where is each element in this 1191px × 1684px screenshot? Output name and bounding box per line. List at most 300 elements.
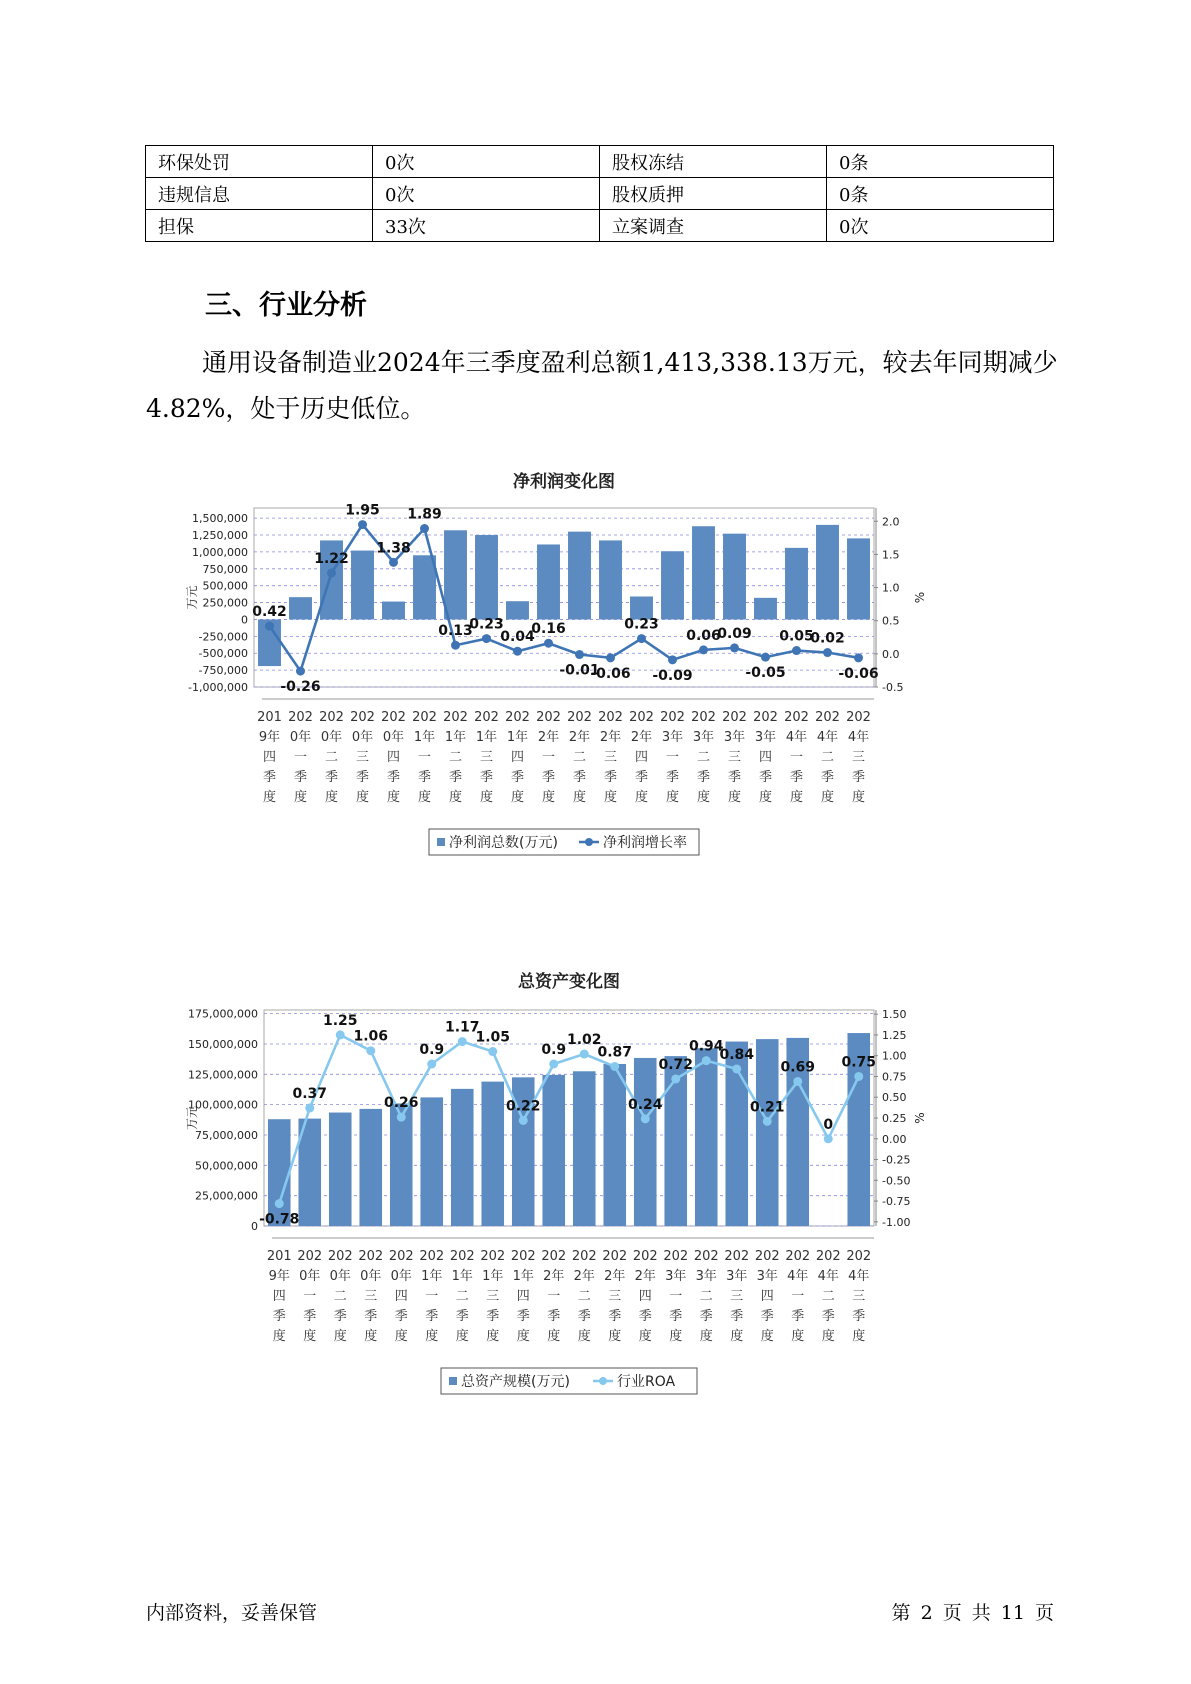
x-tick-label: 1年 (506, 730, 529, 745)
x-tick-label: 季 (572, 770, 587, 785)
x-tick-label: 度 (455, 1329, 469, 1344)
y2-tick-label: 1.25 (882, 1028, 907, 1042)
x-tick-label: 一 (665, 750, 680, 765)
line-point (296, 667, 305, 676)
x-tick-label: 度 (791, 1329, 805, 1344)
y-tick-label: 175,000,000 (188, 1007, 258, 1021)
x-tick-label: 度 (699, 1329, 713, 1344)
bar (413, 555, 436, 619)
bar (451, 1089, 474, 1226)
data-label: 0.13 (438, 623, 473, 640)
x-tick-label: 2年 (634, 1269, 656, 1284)
x-tick-label: 三 (608, 1289, 622, 1304)
x-tick-label: 1年 (475, 730, 498, 745)
y-tick-label: -1,000,000 (188, 681, 248, 694)
x-tick-label: 2年 (630, 730, 653, 745)
x-tick-label: 0年 (382, 730, 405, 745)
line-point (730, 643, 739, 652)
x-tick-label: 四 (760, 1289, 774, 1304)
x-tick-label: 202 (571, 1249, 597, 1264)
x-tick-label: 三 (479, 750, 494, 765)
x-tick-label: 二 (324, 750, 339, 765)
line-point (637, 634, 646, 643)
x-tick-label: 季 (603, 770, 618, 785)
y-tick-label: 0 (241, 613, 248, 627)
bar (661, 551, 684, 619)
x-tick-label: 202 (474, 710, 499, 725)
x-tick-label: 季 (486, 1309, 500, 1324)
data-label: 1.22 (314, 550, 349, 567)
bar (444, 530, 467, 619)
y2-tick-label: 0.25 (882, 1112, 907, 1125)
x-tick-label: 季 (760, 1309, 774, 1324)
x-tick-label: 二 (821, 1289, 835, 1304)
line-point (427, 1060, 436, 1069)
data-label: -0.01 (559, 662, 600, 679)
x-tick-label: 2年 (599, 730, 622, 745)
x-tick-label: 季 (293, 770, 308, 785)
x-tick-label: 季 (820, 770, 835, 785)
y2-tick-label: 1.0 (882, 581, 900, 595)
y-axis-title: 万元 (185, 585, 199, 610)
line-point (482, 634, 491, 643)
x-tick-label: 202 (693, 1249, 719, 1264)
x-tick-label: 202 (381, 710, 406, 725)
x-tick-label: 二 (696, 750, 711, 765)
line-point (458, 1037, 467, 1046)
x-tick-label: 度 (851, 790, 866, 805)
x-tick-label: 202 (629, 710, 654, 725)
data-label: -0.09 (652, 667, 693, 684)
data-label: 1.25 (322, 1012, 358, 1029)
data-label: 1.38 (376, 540, 411, 557)
x-tick-label: 202 (815, 710, 840, 725)
x-tick-label: 度 (730, 1329, 744, 1344)
y2-tick-label: -0.25 (882, 1153, 911, 1167)
data-label: 0.04 (500, 629, 535, 646)
x-tick-label: 三 (355, 750, 370, 765)
bar (289, 597, 312, 619)
x-tick-label: 季 (852, 1309, 866, 1324)
x-tick-label: 季 (727, 770, 742, 785)
x-tick-label: 度 (634, 790, 649, 805)
y2-tick-label: 1.50 (882, 1008, 907, 1022)
x-tick-label: 度 (727, 790, 742, 805)
x-tick-label: 季 (455, 1309, 469, 1324)
x-tick-label: 季 (262, 770, 277, 785)
x-tick-label: 1年 (413, 730, 436, 745)
line-point (451, 641, 460, 650)
line-point (305, 1104, 314, 1113)
y-tick-label: 0 (251, 1220, 258, 1233)
x-tick-label: 度 (394, 1329, 408, 1344)
legend-label: 总资产规模(万元) (461, 1374, 570, 1390)
x-tick-label: 季 (577, 1309, 591, 1324)
bar (599, 540, 622, 619)
x-tick-label: 季 (789, 770, 804, 785)
y2-tick-label: 1.00 (882, 1049, 907, 1063)
x-tick-label: 202 (443, 710, 468, 725)
x-tick-label: 一 (789, 750, 804, 765)
y-tick-label: -250,000 (198, 630, 248, 644)
data-label: 1.05 (475, 1029, 511, 1046)
x-tick-label: 度 (758, 790, 773, 805)
data-label: 0.9 (541, 1042, 567, 1058)
x-tick-label: 9年 (258, 730, 281, 745)
x-tick-label: 0年 (360, 1269, 382, 1284)
bar (603, 1064, 626, 1226)
x-tick-label: 二 (577, 1289, 591, 1304)
x-tick-label: 一 (293, 750, 308, 765)
y-tick-label: 50,000,000 (195, 1159, 258, 1173)
x-tick-label: 度 (603, 790, 618, 805)
x-tick-label: 四 (272, 1289, 286, 1304)
x-tick-label: 度 (333, 1329, 347, 1344)
line-point (397, 1113, 406, 1122)
industry-paragraph: 通用设备制造业2024年三季度盈利总额1,413,338.13万元，较去年同期减少4.82%，处于历史低位。 (146, 348, 1058, 423)
x-tick-label: 季 (608, 1309, 622, 1324)
data-label: 1.17 (444, 1019, 480, 1036)
x-tick-label: 度 (638, 1329, 652, 1344)
x-tick-label: 季 (355, 770, 370, 785)
x-tick-label: 一 (669, 1289, 683, 1304)
line-point (544, 639, 553, 648)
x-tick-label: 度 (547, 1329, 561, 1344)
x-tick-label: 二 (699, 1289, 713, 1304)
x-tick-label: 三 (851, 750, 866, 765)
x-tick-label: 2年 (568, 730, 591, 745)
x-tick-label: 1年 (444, 730, 467, 745)
legend-label: 净利润增长率 (603, 835, 687, 851)
y2-tick-label: 1.5 (882, 548, 900, 562)
x-tick-label: 0年 (351, 730, 374, 745)
bar (756, 1039, 779, 1226)
x-tick-label: 二 (572, 750, 587, 765)
x-tick-label: 202 (784, 710, 809, 725)
x-tick-label: 202 (754, 1249, 780, 1264)
y-tick-label: 75,000,000 (195, 1128, 258, 1142)
x-tick-label: 季 (541, 770, 556, 785)
table-cell: 股权质押 (600, 178, 827, 210)
x-tick-label: 202 (358, 1249, 384, 1264)
x-tick-label: 202 (505, 710, 530, 725)
x-tick-label: 202 (598, 710, 623, 725)
x-tick-label: 度 (425, 1329, 439, 1344)
chart-title: 净利润变化图 (513, 472, 615, 492)
data-label: -0.06 (838, 665, 879, 682)
line-point (488, 1047, 497, 1056)
x-tick-label: 度 (510, 790, 525, 805)
bar (573, 1071, 596, 1226)
x-tick-label: 4年 (817, 1269, 839, 1284)
y2-axis-title: % (913, 591, 927, 604)
section-title: 三、行业分析 (205, 290, 367, 321)
x-tick-label: 一 (791, 1289, 805, 1304)
x-tick-label: 度 (272, 1329, 286, 1344)
line-point (699, 645, 708, 654)
bar (542, 1075, 565, 1226)
x-tick-label: 季 (303, 1309, 317, 1324)
data-label: 0.37 (292, 1086, 328, 1103)
table-cell: 0次 (373, 146, 600, 178)
y-tick-label: 150,000,000 (188, 1037, 258, 1051)
data-label: 0.23 (624, 616, 659, 633)
data-label: 0.06 (686, 627, 721, 644)
x-tick-label: 0年 (390, 1269, 412, 1284)
x-tick-label: 3年 (723, 730, 746, 745)
x-tick-label: 202 (288, 710, 313, 725)
x-tick-label: 二 (455, 1289, 469, 1304)
x-tick-label: 201 (257, 710, 282, 725)
x-tick-label: 0年 (299, 1269, 321, 1284)
x-tick-label: 2年 (537, 730, 560, 745)
bar (351, 551, 374, 620)
line-point (854, 1072, 863, 1081)
x-tick-label: 202 (724, 1249, 750, 1264)
x-tick-label: 度 (448, 790, 463, 805)
x-tick-label: 度 (417, 790, 432, 805)
bar (695, 1048, 718, 1226)
x-tick-label: 202 (691, 710, 716, 725)
x-tick-label: 度 (696, 790, 711, 805)
x-tick-label: 四 (510, 750, 525, 765)
x-tick-label: 度 (486, 1329, 500, 1344)
y-tick-label: -500,000 (198, 647, 248, 661)
x-tick-label: 度 (479, 790, 494, 805)
x-tick-label: 季 (425, 1309, 439, 1324)
data-label: -0.05 (745, 665, 786, 682)
x-tick-label: 季 (417, 770, 432, 785)
data-label: 1.06 (353, 1028, 389, 1045)
x-tick-label: 4年 (787, 1269, 809, 1284)
legend-line-marker (585, 838, 593, 846)
x-tick-label: 202 (663, 1249, 689, 1264)
line-point (420, 524, 429, 533)
x-tick-label: 202 (510, 1249, 536, 1264)
x-tick-label: 季 (272, 1309, 286, 1324)
x-tick-label: 度 (303, 1329, 317, 1344)
x-tick-label: 3年 (754, 730, 777, 745)
legend-line-marker (599, 1377, 607, 1385)
x-tick-label: 1年 (512, 1269, 534, 1284)
x-tick-label: 202 (660, 710, 685, 725)
total-assets-chart (180, 955, 1040, 1415)
x-tick-label: 季 (386, 770, 401, 785)
y-tick-label: -750,000 (198, 664, 248, 678)
x-tick-label: 度 (541, 790, 556, 805)
bar (537, 544, 560, 619)
line-point (732, 1064, 741, 1073)
x-tick-label: 一 (547, 1289, 561, 1304)
x-tick-label: 季 (851, 770, 866, 785)
y-tick-label: 500,000 (202, 579, 248, 593)
line-point (519, 1116, 528, 1125)
x-tick-label: 3年 (665, 1269, 687, 1284)
x-tick-label: 季 (516, 1309, 530, 1324)
bar (420, 1097, 443, 1226)
line-point (265, 622, 274, 631)
data-label: 0.87 (597, 1044, 633, 1061)
x-tick-label: 度 (665, 790, 680, 805)
table-cell: 0次 (373, 178, 600, 210)
table-row (146, 178, 1054, 210)
data-label: 0.16 (531, 621, 566, 638)
x-tick-label: 0年 (320, 730, 343, 745)
x-tick-label: 1年 (421, 1269, 443, 1284)
x-tick-label: 四 (638, 1289, 652, 1304)
x-tick-label: 3年 (692, 730, 715, 745)
data-label: 0.24 (627, 1096, 663, 1113)
line-point (580, 1050, 589, 1059)
y-tick-label: 100,000,000 (188, 1098, 258, 1112)
line-point (824, 1134, 833, 1143)
x-tick-label: 度 (669, 1329, 683, 1344)
x-tick-label: 202 (536, 710, 561, 725)
x-tick-label: 度 (262, 790, 277, 805)
x-tick-label: 度 (577, 1329, 591, 1344)
x-tick-label: 四 (634, 750, 649, 765)
line-point (336, 1030, 345, 1039)
x-tick-label: 3年 (726, 1269, 748, 1284)
data-label: 0.94 (688, 1038, 724, 1055)
legend-label: 净利润总数(万元) (449, 835, 558, 851)
y-tick-label: 1,500,000 (192, 512, 248, 526)
line-point (823, 648, 832, 657)
x-tick-label: 度 (852, 1329, 866, 1344)
x-tick-label: 201 (266, 1249, 292, 1264)
x-tick-label: 9年 (268, 1269, 290, 1284)
data-label: 0.26 (383, 1095, 419, 1112)
y2-tick-label: 0.0 (882, 647, 900, 661)
x-tick-label: 一 (303, 1289, 317, 1304)
x-tick-label: 202 (846, 710, 871, 725)
risk-info-table (145, 145, 1054, 242)
y-tick-label: 1,250,000 (192, 529, 248, 543)
data-label: 0 (823, 1116, 834, 1133)
x-tick-label: 3年 (695, 1269, 717, 1284)
x-tick-label: 四 (516, 1289, 530, 1304)
line-point (389, 558, 398, 567)
x-tick-label: 季 (821, 1309, 835, 1324)
table-cell: 0条 (827, 146, 1054, 178)
x-tick-label: 二 (333, 1289, 347, 1304)
x-tick-label: 季 (364, 1309, 378, 1324)
data-label: -0.26 (280, 679, 321, 696)
x-tick-label: 三 (727, 750, 742, 765)
y2-axis-title: % (913, 1112, 927, 1124)
bar (816, 525, 839, 620)
data-label: 1.02 (566, 1032, 602, 1049)
legend-bar-swatch (449, 1377, 457, 1385)
y-tick-label: 25,000,000 (195, 1189, 258, 1203)
line-point (327, 568, 336, 577)
line-point (641, 1114, 650, 1123)
x-tick-label: 季 (669, 1309, 683, 1324)
x-tick-label: 四 (262, 750, 277, 765)
bar (754, 598, 777, 620)
chart-title: 总资产变化图 (518, 972, 620, 992)
line-point (366, 1046, 375, 1055)
table-cell: 33次 (373, 210, 600, 242)
x-tick-label: 季 (696, 770, 711, 785)
x-tick-label: 四 (758, 750, 773, 765)
x-tick-label: 四 (386, 750, 401, 765)
y2-tick-label: 0.75 (882, 1070, 907, 1084)
x-tick-label: 三 (603, 750, 618, 765)
line-point (793, 1077, 802, 1086)
x-tick-label: 一 (425, 1289, 439, 1304)
footer-confidential: 内部资料，妥善保管 (146, 1602, 318, 1624)
x-tick-label: 202 (753, 710, 778, 725)
x-tick-label: 度 (608, 1329, 622, 1344)
x-tick-label: 度 (355, 790, 370, 805)
x-tick-label: 四 (394, 1289, 408, 1304)
bar (692, 526, 715, 619)
x-tick-label: 度 (293, 790, 308, 805)
x-tick-label: 202 (541, 1249, 567, 1264)
x-tick-label: 度 (821, 1329, 835, 1344)
bar (506, 601, 529, 619)
x-tick-label: 季 (730, 1309, 744, 1324)
line-point (671, 1074, 680, 1083)
y2-tick-label: -0.75 (882, 1195, 911, 1209)
data-label: 1.89 (407, 506, 442, 523)
data-label: 0.05 (779, 628, 814, 645)
data-label: 0.75 (841, 1054, 877, 1071)
x-tick-label: 202 (449, 1249, 475, 1264)
x-tick-label: 度 (516, 1329, 530, 1344)
x-tick-label: 4年 (847, 730, 870, 745)
x-tick-label: 202 (319, 710, 344, 725)
line-point (792, 646, 801, 655)
x-tick-label: 三 (852, 1289, 866, 1304)
x-tick-label: 季 (634, 770, 649, 785)
x-tick-label: 度 (760, 1329, 774, 1344)
table-cell: 股权冻结 (600, 146, 827, 178)
table-cell: 担保 (146, 210, 373, 242)
data-label: 0.42 (252, 604, 287, 621)
x-tick-label: 度 (364, 1329, 378, 1344)
line-point (763, 1117, 772, 1126)
x-tick-label: 季 (699, 1309, 713, 1324)
bar (481, 1082, 504, 1226)
y-tick-label: 250,000 (202, 596, 248, 610)
x-tick-label: 季 (333, 1309, 347, 1324)
x-tick-label: 202 (480, 1249, 506, 1264)
data-label: 0.23 (469, 616, 504, 633)
x-tick-label: 三 (730, 1289, 744, 1304)
bar (847, 538, 870, 619)
bar (634, 1058, 657, 1226)
x-tick-label: 2年 (573, 1269, 595, 1284)
x-tick-label: 三 (486, 1289, 500, 1304)
y-axis-title: 万元 (185, 1105, 199, 1131)
table-cell: 0条 (827, 178, 1054, 210)
data-label: 0.84 (719, 1046, 755, 1063)
x-tick-label: 3年 (661, 730, 684, 745)
y2-tick-label: 0.00 (882, 1132, 907, 1146)
bar (359, 1109, 382, 1226)
data-label: 0.09 (717, 625, 752, 642)
bar (382, 602, 405, 620)
table-cell: 环保处罚 (146, 146, 373, 178)
net-profit-chart-svg (180, 455, 1040, 915)
x-tick-label: 202 (846, 1249, 872, 1264)
x-tick-label: 度 (324, 790, 339, 805)
data-label: -0.78 (259, 1211, 300, 1228)
x-tick-label: 202 (412, 710, 437, 725)
x-tick-label: 4年 (848, 1269, 870, 1284)
